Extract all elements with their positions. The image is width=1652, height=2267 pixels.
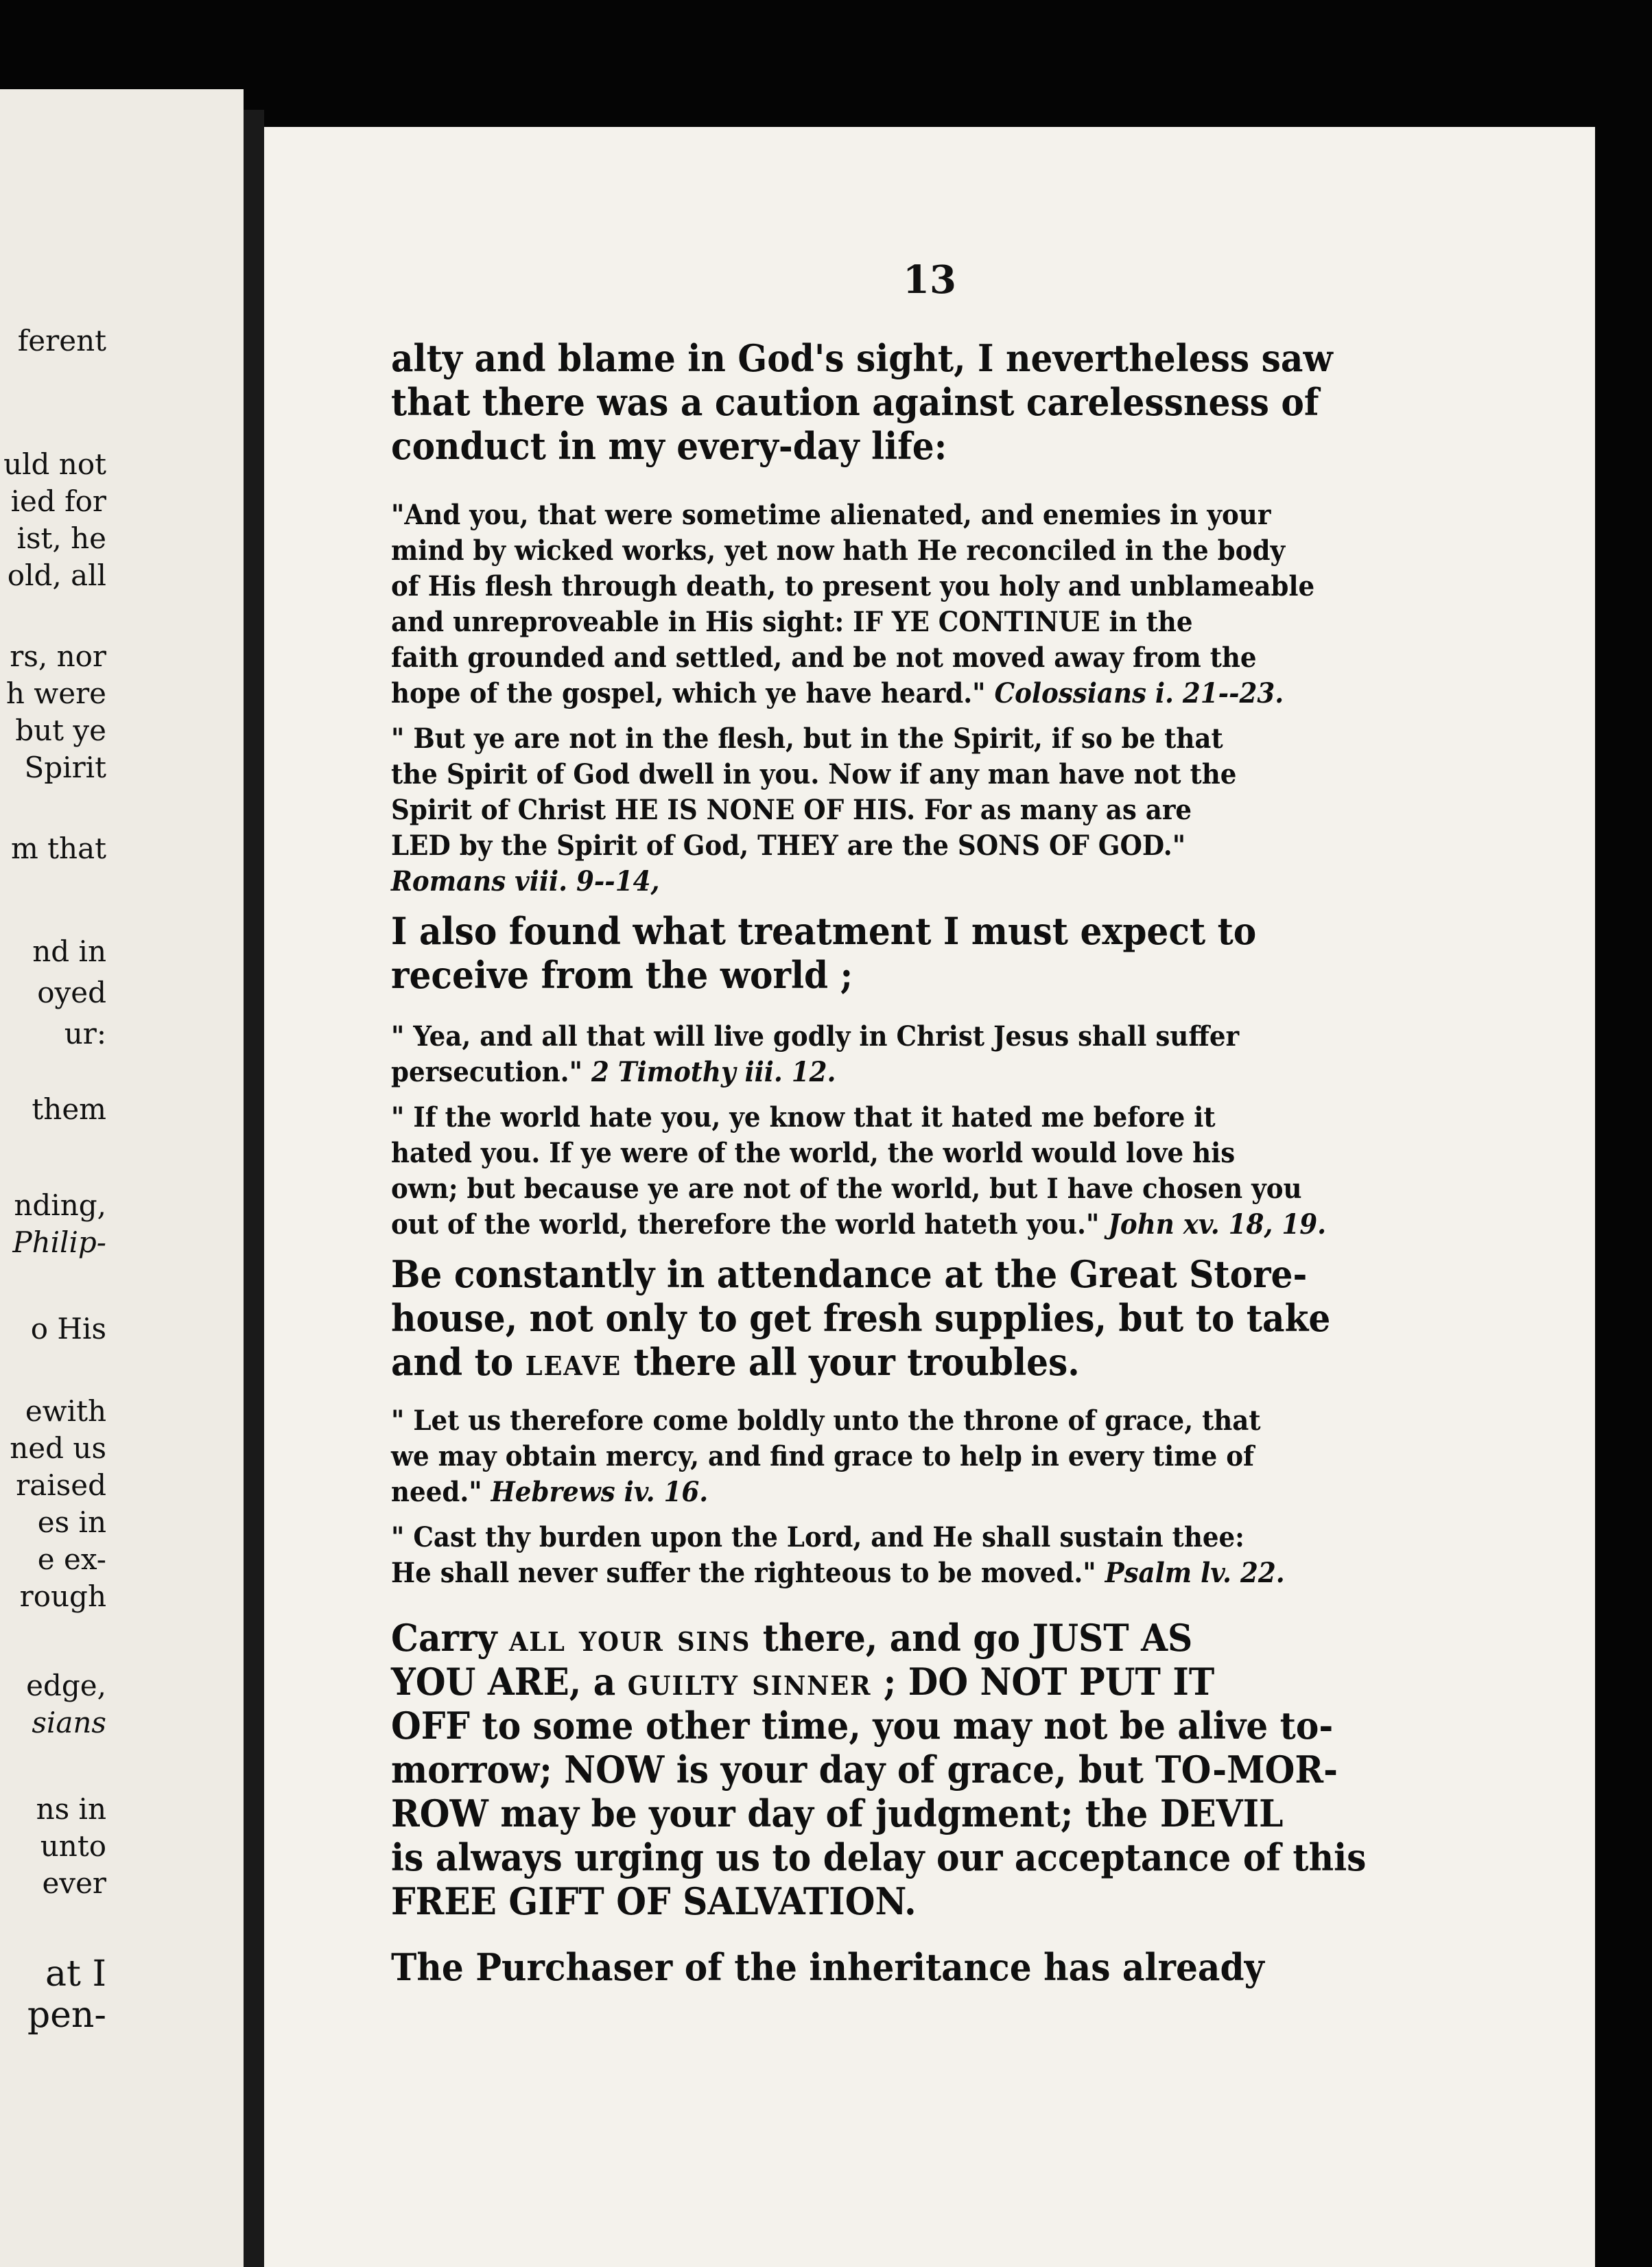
left-fragment: uld not: [3, 447, 106, 481]
quote-line: own; but because ye are not of the world, but I have chosen you: [391, 1173, 1302, 1205]
quote-line: faith grounded and settled, and be not moved away from the: [391, 642, 1257, 674]
paragraph-line: FREE GIFT OF SALVATION.: [391, 1879, 917, 1923]
emphasis-text: leave: [525, 1340, 622, 1384]
text-run: YOU ARE, a: [391, 1660, 628, 1704]
text-run: ; DO NOT PUT IT: [871, 1660, 1215, 1704]
quote-line: the Spirit of God dwell in you. Now if any man have not the: [391, 758, 1237, 790]
emphasis-text: guilty sinner: [627, 1660, 872, 1704]
paragraph-line: I also found what treatment I must expect to: [391, 909, 1257, 953]
left-fragment: them: [32, 1092, 106, 1126]
quote-text: need.": [391, 1476, 482, 1508]
quote-line: " Yea, and all that will live godly in Christ Jesus shall suffer: [391, 1020, 1240, 1053]
left-fragment: edge,: [26, 1669, 106, 1702]
scripture-reference: Hebrews iv. 16.: [491, 1476, 709, 1508]
scripture-reference: Psalm lv. 22.: [1105, 1557, 1285, 1589]
quote-line: mind by wicked works, yet now hath He reconciled in the body: [391, 535, 1286, 567]
quote-line: and unreproveable in His sight: IF YE CONTINUE in the: [391, 606, 1193, 638]
page-number: 13: [903, 257, 956, 303]
paragraph-line: receive from the world ;: [391, 953, 853, 997]
book-gutter: [244, 110, 264, 2267]
left-fragment: unto: [40, 1829, 106, 1863]
quote-line: " But ye are not in the flesh, but in the Spirit, if so be that: [391, 723, 1223, 755]
left-fragment: rough: [19, 1579, 106, 1613]
left-fragment: at I: [45, 1953, 106, 1995]
quote-line: " Let us therefore come boldly unto the throne of grace, that: [391, 1405, 1261, 1437]
left-fragment: ewith: [25, 1394, 106, 1428]
right-page: [264, 127, 1595, 2267]
scripture-reference: John xv. 18, 19.: [1108, 1208, 1327, 1241]
left-fragment: sians: [32, 1706, 106, 1739]
left-page-fragment: [0, 89, 244, 2267]
quote-line: of His flesh through death, to present you holy and unblameable: [391, 570, 1315, 602]
quote-text: out of the world, therefore the world hateth you.": [391, 1208, 1100, 1241]
quote-line: hated you. If ye were of the world, the world would love his: [391, 1137, 1236, 1169]
left-fragment: o His: [30, 1312, 106, 1346]
left-fragment: oyed: [37, 976, 106, 1009]
paragraph-line: [391, 1340, 1571, 1384]
left-fragment: nd in: [32, 935, 106, 968]
left-fragment: ned us: [10, 1431, 106, 1465]
left-fragment: Spirit: [24, 751, 106, 784]
quote-line: "And you, that were sometime alienated, and enemies in your: [391, 499, 1271, 531]
left-fragment: h were: [5, 677, 106, 710]
left-fragment: pen-: [27, 1995, 106, 2036]
quote-text: hope of the gospel, which ye have heard.": [391, 677, 986, 709]
paragraph-line: OFF to some other time, you may not be alive to-: [391, 1704, 1334, 1748]
quote-line: " Cast thy burden upon the Lord, and He shall sustain thee:: [391, 1521, 1244, 1553]
left-fragment: es in: [37, 1505, 106, 1539]
left-fragment: nding,: [14, 1188, 106, 1222]
left-fragment: e ex-: [37, 1542, 106, 1576]
paragraph-line: house, not only to get fresh supplies, but to take: [391, 1296, 1331, 1340]
scripture-reference: Romans viii. 9--14,: [391, 865, 660, 897]
left-fragment: ied for: [10, 484, 106, 518]
quote-line: LED by the Spirit of God, THEY are the SONS OF GOD.": [391, 830, 1186, 862]
quote-line: [391, 1475, 1571, 1510]
paragraph-line: alty and blame in God's sight, I nevertheless saw: [391, 336, 1333, 380]
left-fragment: ferent: [17, 324, 106, 357]
quote-text: persecution.": [391, 1056, 583, 1088]
paragraph-line: morrow; NOW is your day of grace, but TO-MOR-: [391, 1748, 1338, 1792]
paragraph-line: Be constantly in attendance at the Great Store-: [391, 1252, 1308, 1296]
paragraph-line: ROW may be your day of judgment; the DEVIL: [391, 1792, 1284, 1835]
paragraph-line: conduct in my every-day life:: [391, 424, 947, 468]
left-fragment: m that: [10, 832, 106, 865]
left-fragment: ur:: [64, 1017, 106, 1050]
quote-line: [391, 1207, 1571, 1243]
left-fragment: ns in: [36, 1792, 106, 1826]
left-fragment: Philip-: [12, 1225, 106, 1259]
quote-line: we may obtain mercy, and find grace to help in every time of: [391, 1440, 1255, 1472]
text-run: there all your troubles.: [622, 1340, 1080, 1384]
left-fragment: but ye: [15, 714, 106, 747]
paragraph-line: [391, 1616, 1571, 1660]
emphasis-text: all your sins: [509, 1616, 751, 1660]
paragraph-line: that there was a caution against carelessness of: [391, 380, 1319, 424]
left-fragment: ist, he: [16, 521, 106, 555]
quote-text: He shall never suffer the righteous to be moved.": [391, 1557, 1096, 1589]
quote-line: [391, 1055, 1571, 1090]
quote-line: [391, 1555, 1571, 1591]
left-fragment: rs, nor: [10, 639, 106, 673]
text-run: Carry: [391, 1616, 510, 1660]
text-run: there, and go JUST AS: [751, 1616, 1193, 1660]
quote-line: " If the world hate you, ye know that it hated me before it: [391, 1101, 1216, 1134]
left-fragment: ever: [42, 1866, 106, 1900]
paragraph-line: [391, 1660, 1571, 1704]
quote-line: Spirit of Christ HE IS NONE OF HIS. For as many as are: [391, 794, 1192, 826]
paragraph-line: The Purchaser of the inheritance has already: [391, 1945, 1264, 1989]
scripture-reference: 2 Timothy iii. 12.: [591, 1056, 836, 1088]
text-run: and to: [391, 1340, 526, 1384]
left-fragment: old, all: [7, 559, 106, 592]
quote-line: [391, 676, 1571, 712]
left-fragment: raised: [16, 1468, 106, 1502]
scripture-reference: Colossians i. 21--23.: [994, 677, 1284, 709]
paragraph-line: is always urging us to delay our acceptance of this: [391, 1835, 1367, 1879]
